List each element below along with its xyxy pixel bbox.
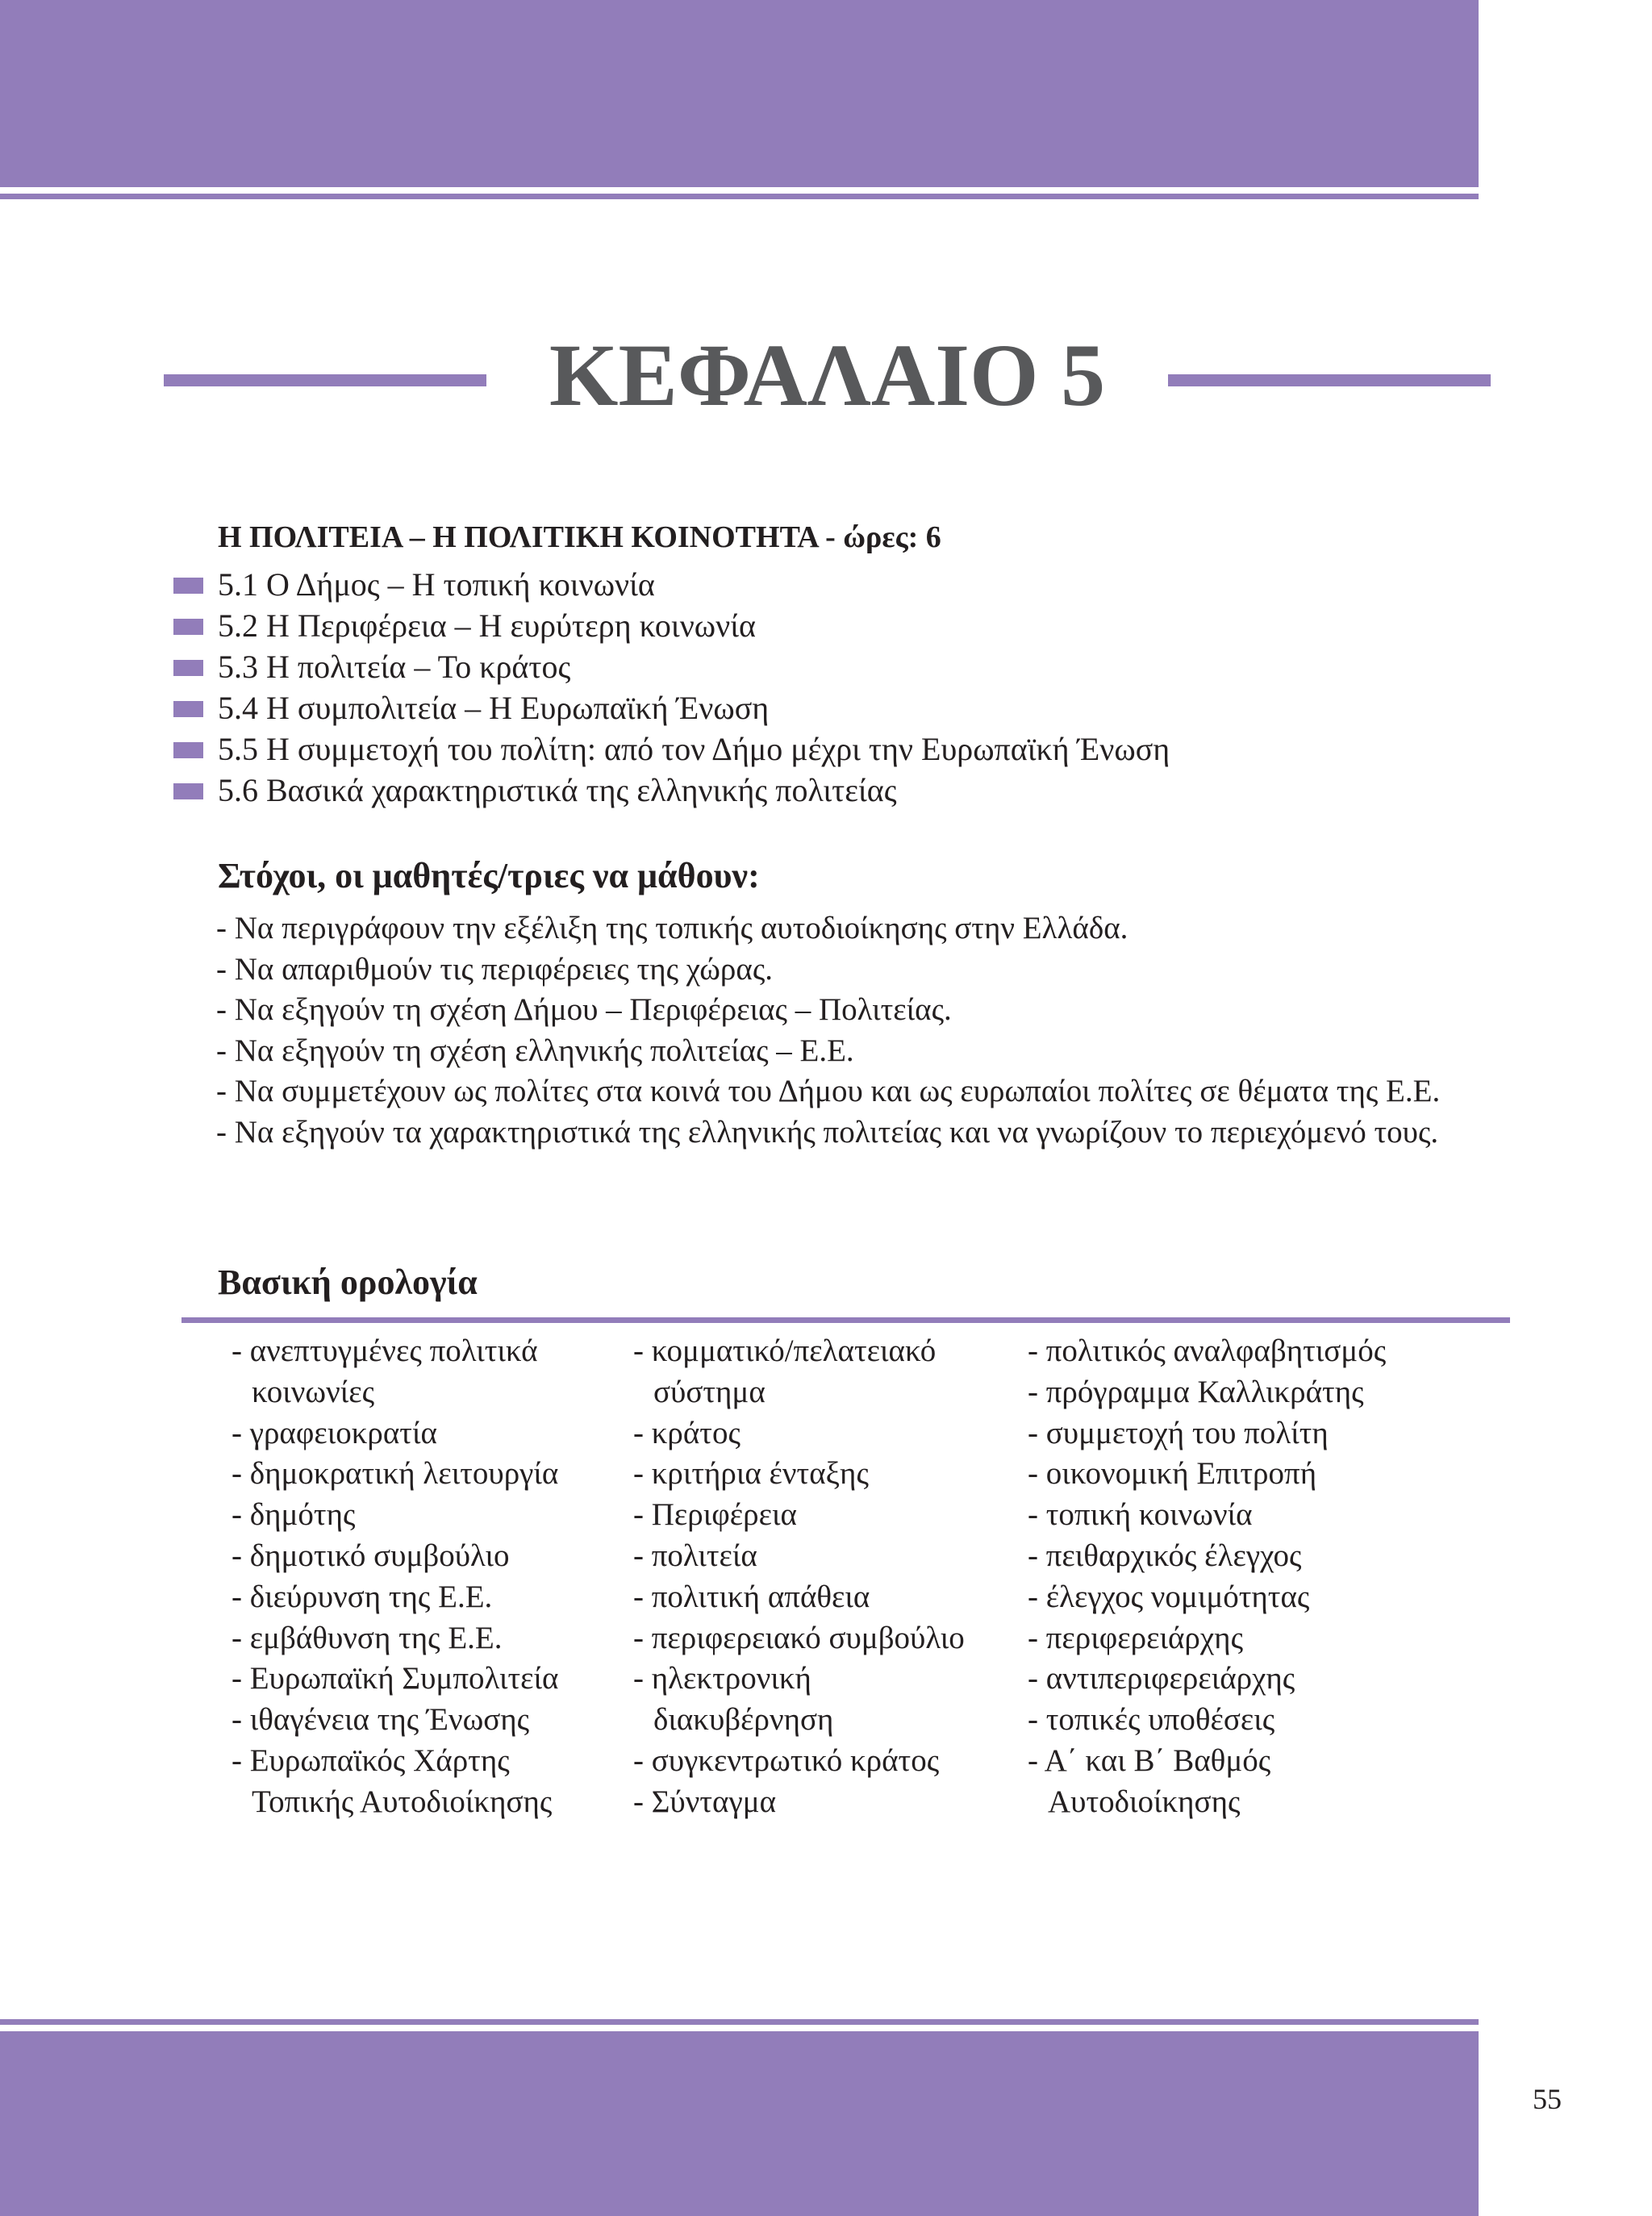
page-number: 55 — [1533, 2083, 1562, 2115]
goal-item: - Να εξηγούν τα χαρακτηριστικά της ελληνικής πολιτείας και να γνωρίζουν το περιεχόμενό τους. — [216, 1114, 1439, 1150]
term-item: - οικονομική Επιτροπή — [1028, 1456, 1317, 1492]
square-bullet-icon — [173, 660, 203, 676]
lesson-item-label: 5.6 Βασικά χαρακτηριστικά της ελληνικής πολιτείας — [218, 772, 897, 808]
bottom-color-band — [0, 2031, 1479, 2216]
term-item: - ηλεκτρονική διακυβέρνηση — [633, 1661, 834, 1738]
goal-item: - Να περιγράφουν την εξέλιξη της τοπικής αυτοδιοίκησης στην Ελλάδα. — [216, 911, 1128, 945]
term-item: - ανεπτυγμένες πολιτικά κοινωνίες — [232, 1333, 538, 1409]
goals-list — [216, 908, 1483, 1153]
term-item: - δημοτικό συμβούλιο — [232, 1538, 510, 1573]
goal-item: - Να εξηγούν τη σχέση Δήμου – Περιφέρειας – Πολιτείας. — [216, 992, 952, 1027]
square-bullet-icon — [173, 742, 203, 758]
term-item: - κράτος — [633, 1415, 740, 1450]
term-item: - γραφειοκρατία — [232, 1415, 437, 1450]
term-item: - πολιτική απάθεια — [633, 1579, 870, 1614]
terminology-heading: Βασική ορολογία — [218, 1262, 478, 1302]
term-item: - τοπικές υποθέσεις — [1028, 1702, 1275, 1738]
term-item: - δημότης — [232, 1497, 356, 1533]
goal-item: - Να απαριθμούν τις περιφέρειες της χώρας. — [216, 951, 774, 987]
square-bullet-icon — [173, 578, 203, 594]
term-item: - εμβάθυνση της Ε.Ε. — [232, 1620, 503, 1655]
top-band-rule — [0, 194, 1479, 199]
lesson-item — [173, 687, 1170, 728]
section-heading: Η ΠΟΛΙΤΕΙΑ – Η ΠΟΛΙΤΙΚΗ ΚΟΙΝΟΤΗΤΑ - ώρες: 6 — [218, 520, 941, 554]
term-item: - περιφερειακό συμβούλιο — [633, 1620, 965, 1655]
title-rule-left — [164, 374, 486, 386]
term-item: - περιφερειάρχης — [1028, 1620, 1244, 1655]
lesson-item — [173, 728, 1170, 770]
term-item: - κομματικό/πελατειακό σύστημα — [633, 1333, 937, 1409]
term-item: - Περιφέρεια — [633, 1497, 797, 1533]
term-item: - πειθαρχικός έλεγχος — [1028, 1538, 1302, 1573]
term-item: - Ευρωπαϊκή Συμπολιτεία — [232, 1661, 559, 1696]
top-color-band — [0, 0, 1479, 187]
term-item: - συμμετοχή του πολίτη — [1028, 1415, 1329, 1450]
term-item: - διεύρυνση της Ε.Ε. — [232, 1579, 493, 1614]
lesson-item-label: 5.1 Ο Δήμος – Η τοπική κοινωνία — [218, 566, 655, 603]
terminology-column-3 — [1028, 1331, 1386, 1823]
term-item: - Α΄ και Β΄ Βαθμός Αυτοδιοίκησης — [1028, 1742, 1271, 1819]
term-item: - κριτήρια ένταξης — [633, 1456, 869, 1492]
lesson-item-label: 5.3 Η πολιτεία – Το κράτος — [218, 649, 571, 685]
term-item: - τοπική κοινωνία — [1028, 1497, 1253, 1533]
lesson-item-label: 5.4 Η συμπολιτεία – Η Ευρωπαϊκή Ένωση — [218, 690, 770, 726]
term-item: - Σύνταγμα — [633, 1784, 777, 1819]
term-item: - συγκεντρωτικό κράτος — [633, 1742, 940, 1778]
lesson-item-label: 5.2 Η Περιφέρεια – Η ευρύτερη κοινωνία — [218, 607, 756, 644]
lesson-item — [173, 770, 1170, 811]
term-item: - δημοκρατική λειτουργία — [232, 1456, 559, 1492]
term-item: - ιθαγένεια της Ένωσης — [232, 1702, 530, 1738]
lesson-item — [173, 564, 1170, 605]
term-item: - πολιτεία — [633, 1538, 757, 1573]
square-bullet-icon — [173, 783, 203, 799]
goals-heading: Στόχοι, οι μαθητές/τριες να μάθουν: — [218, 856, 760, 895]
term-item: - πολιτικός αναλφαβητισμός — [1028, 1333, 1387, 1368]
lesson-item — [173, 605, 1170, 646]
square-bullet-icon — [173, 701, 203, 717]
term-item: - Ευρωπαϊκός Χάρτης Τοπικής Αυτοδιοίκησης — [232, 1742, 553, 1819]
chapter-title: ΚΕΦΑΛΑΙΟ 5 — [549, 326, 1106, 424]
bottom-band-rule — [0, 2019, 1479, 2025]
term-item: - πρόγραμμα Καλλικράτης — [1028, 1374, 1364, 1409]
goal-item: - Να συμμετέχουν ως πολίτες στα κοινά του Δήμου και ως ευρωπαίοι πολίτες σε θέματα της Ε.Ε. — [216, 1074, 1441, 1108]
square-bullet-icon — [173, 619, 203, 635]
term-item: - αντιπεριφερειάρχης — [1028, 1661, 1295, 1696]
title-rule-right — [1168, 374, 1491, 386]
terminology-column-2 — [633, 1331, 965, 1823]
lesson-item-label: 5.5 Η συμμετοχή του πολίτη: από τον Δήμο μέχρι την Ευρωπαϊκή Ένωση — [218, 731, 1170, 767]
goal-item: - Να εξηγούν τη σχέση ελληνικής πολιτείας – Ε.Ε. — [216, 1033, 854, 1068]
terminology-column-1 — [232, 1331, 558, 1823]
lesson-list — [173, 564, 1170, 811]
terminology-rule — [181, 1317, 1510, 1323]
lesson-item — [173, 646, 1170, 687]
term-item: - έλεγχος νομιμότητας — [1028, 1579, 1310, 1614]
